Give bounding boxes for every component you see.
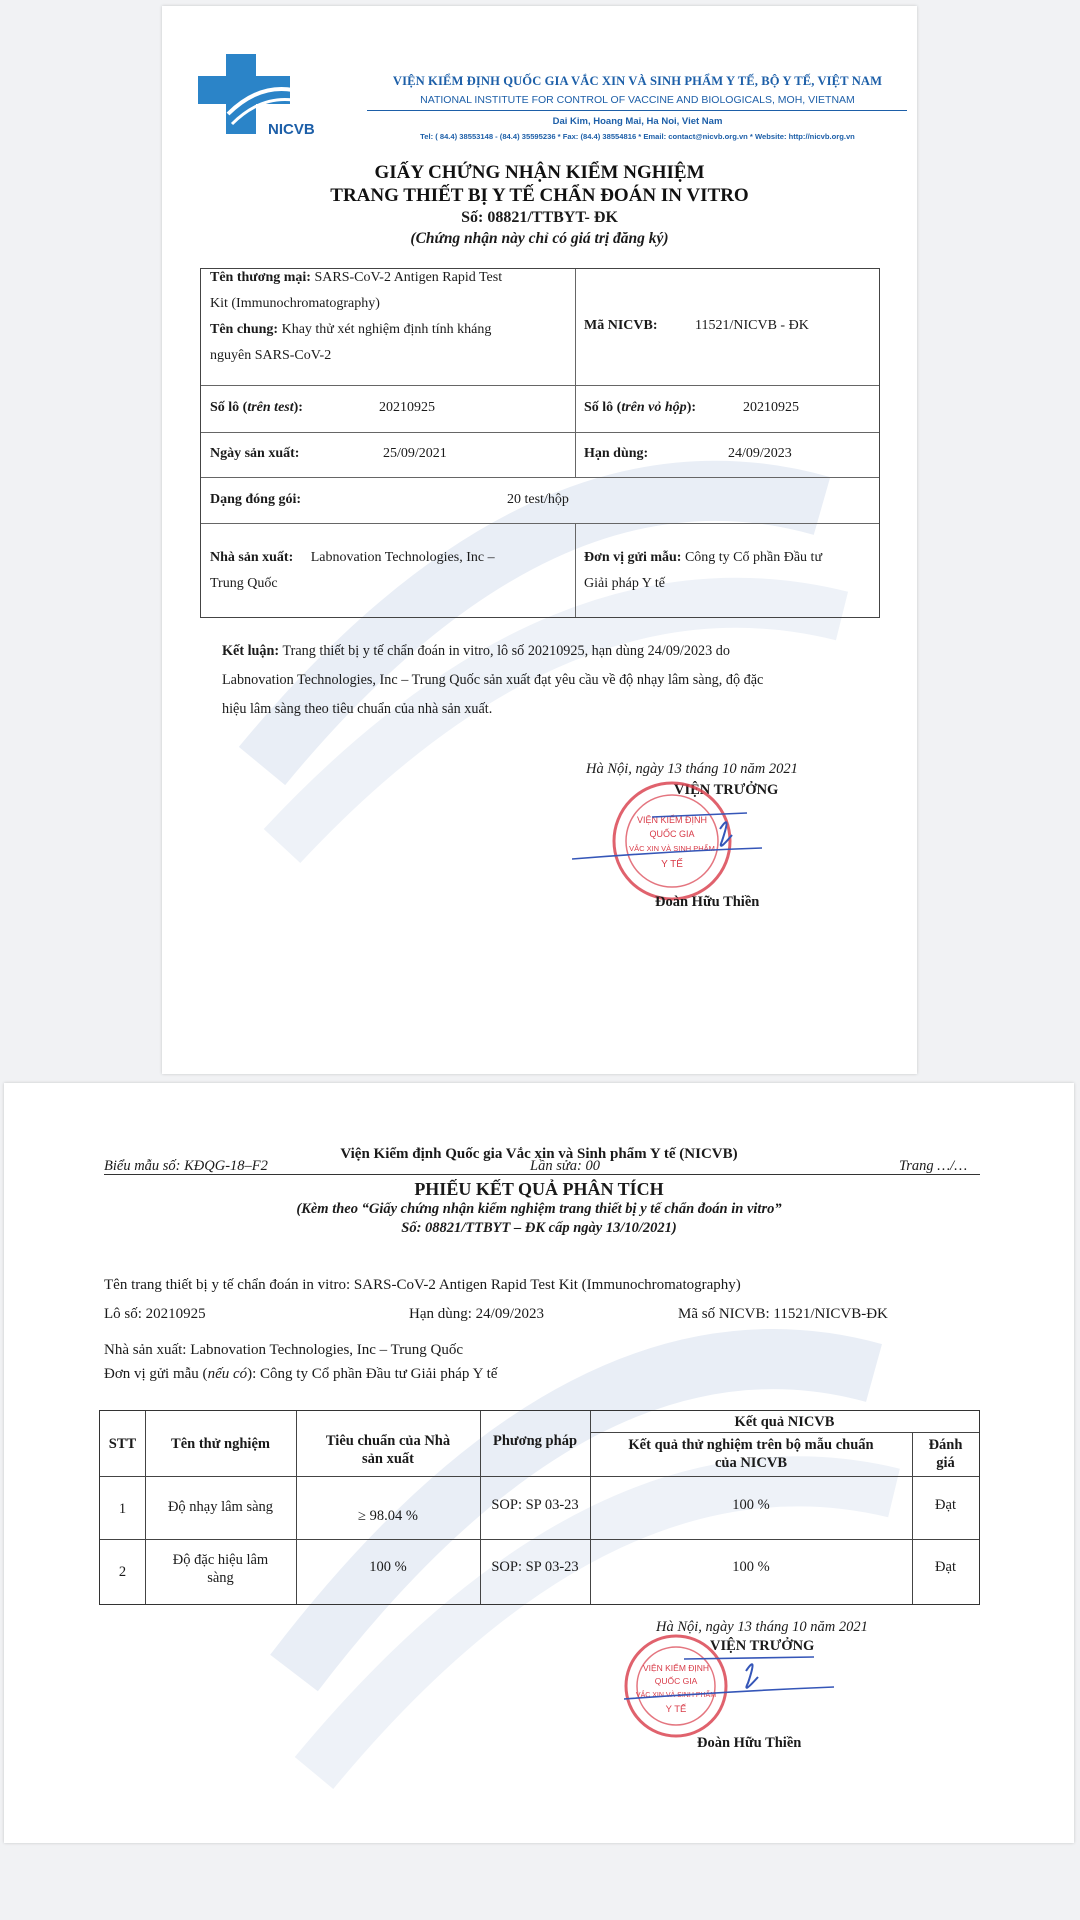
common-name-value-2: nguyên SARS-CoV-2 — [210, 348, 332, 363]
report-signature-icon — [624, 1651, 844, 1721]
trade-name-value-1: SARS-CoV-2 Antigen Rapid Test — [314, 270, 503, 285]
certificate-page — [162, 6, 917, 1074]
seal-text-4: Y TẾ — [661, 859, 683, 870]
institute-name-vn: VIỆN KIỂM ĐỊNH QUỐC GIA VẮC XIN VÀ SINH PHẨM Y TẾ, BỘ Y TẾ, VIỆT NAM — [392, 74, 883, 88]
row2-test-name: Độ đặc hiệu lâm sàng — [172, 1552, 269, 1586]
certificate-title-2: TRANG THIẾT BỊ Y TẾ CHẨN ĐOÁN IN VITRO — [330, 185, 749, 206]
nicvb-code: Mã số NICVB: 11521/NICVB-ĐK — [678, 1306, 888, 1322]
institute-name-en: NATIONAL INSTITUTE FOR CONTROL OF VACCINE AND BIOLOGICALS, MOH, VIETNAM — [420, 94, 855, 106]
lot-number: Lô số: 20210925 — [104, 1306, 206, 1322]
results-table — [99, 1410, 980, 1605]
signature-icon — [572, 801, 782, 881]
sender-label: Đơn vị gửi mẫu: — [584, 550, 682, 565]
header-divider — [367, 110, 907, 111]
manufacturer-value-1: Labnovation Technologies, Inc – — [310, 550, 495, 565]
report-seal-text-4: Y TẾ — [665, 1704, 687, 1715]
analysis-report-page — [4, 1083, 1074, 1843]
report-signer-title: VIỆN TRƯỞNG — [710, 1638, 815, 1654]
conclusion-paragraph: Kết luận: Trang thiết bị y tế chẩn đoán in vitro, lô số 20210925, hạn dùng 24/09/2023 do Labnovation Technologies, Inc – Trung Quốc sản xuất đạt yêu cầu về độ nhạy lâm sàng, độ đặc hiệu lâm sàng theo tiêu chuẩn của nhà sản xuất. — [222, 643, 764, 717]
report-seal-text-3: VẮC XIN VÀ SINH PHẨM — [635, 1692, 717, 1699]
row2-stt: 2 — [118, 1564, 127, 1580]
trade-name-cell — [210, 265, 570, 369]
header-method: Phương pháp — [492, 1433, 578, 1449]
trade-name-value-2: Kit (Immunochromatography) — [210, 296, 380, 311]
manufacturer-cell — [210, 545, 570, 597]
nicvb-code-value: 11521/NICVB - ĐK — [695, 318, 809, 333]
seal-text-2: QUỐC GIA — [649, 829, 695, 839]
logo-text: NICVB — [268, 121, 315, 138]
seal-text-3: VẮC XIN VÀ SINH PHẨM — [629, 844, 715, 853]
expiry-value: 24/09/2023 — [728, 446, 792, 461]
lot-test-label: Số lô (trên test): — [210, 400, 303, 415]
revision-number: Lần sửa: 00 — [530, 1158, 600, 1174]
row1-stt: 1 — [118, 1501, 127, 1517]
header-result-group: Kết quả NICVB — [734, 1414, 835, 1430]
report-title: PHIẾU KẾT QUẢ PHÂN TÍCH — [414, 1179, 664, 1199]
report-seal-text-2: QUỐC GIA — [654, 1676, 698, 1686]
report-place-date: Hà Nội, ngày 13 tháng 10 năm 2021 — [656, 1619, 868, 1635]
manufacturer-value-2: Trung Quốc — [210, 576, 278, 591]
row1-standard: ≥ 98.04 % — [358, 1508, 418, 1524]
sender-value-2: Giải pháp Y tế — [584, 576, 665, 591]
signer-name: Đoàn Hữu Thiền — [655, 894, 760, 910]
certificate-table — [200, 268, 880, 618]
manufacturer-label: Nhà sản xuất: — [210, 550, 294, 565]
mfg-date-value: 25/09/2021 — [383, 446, 447, 461]
nicvb-code-cell — [584, 313, 809, 339]
sender-cell — [584, 545, 874, 597]
report-sender: Đơn vị gửi mẫu (nếu có): Công ty Cổ phần Đầu tư Giải pháp Y tế — [104, 1366, 498, 1382]
expiry-label: Hạn dùng: — [584, 446, 649, 461]
row1-evaluation: Đạt — [935, 1497, 956, 1513]
common-name-value-1: Khay thử xét nghiệm định tính kháng — [281, 322, 492, 337]
report-signer-name: Đoàn Hữu Thiền — [697, 1735, 802, 1751]
header-stt: STT — [108, 1436, 137, 1452]
report-seal-text-1: VIỆN KIỂM ĐỊNH — [642, 1663, 710, 1673]
row2-evaluation: Đạt — [935, 1559, 956, 1575]
common-name-label: Tên chung: — [210, 322, 279, 337]
device-name: Tên trang thiết bị y tế chẩn đoán in vitro: SARS-CoV-2 Antigen Rapid Test Kit (Immunochromatography) — [104, 1277, 741, 1293]
signer-title: VIỆN TRƯỞNG — [674, 782, 779, 798]
seal-text-1: VIỆN KIỂM ĐỊNH — [636, 815, 708, 825]
lot-test-value: 20210925 — [379, 400, 435, 415]
report-institute: Viện Kiểm định Quốc gia Vắc xin và Sinh phẩm Y tế (NICVB) — [340, 1146, 738, 1162]
institute-contact: Tel: ( 84.4) 38553148 - (84.4) 35595236 * Fax: (84.4) 38554816 * Email: contact@nicvb.org.vn * Website: http://nicvb.org.vn — [420, 132, 855, 141]
lot-box-value: 20210925 — [743, 400, 799, 415]
header-evaluation: Đánh giá — [928, 1437, 963, 1471]
nicvb-code-label: Mã NICVB: — [584, 318, 658, 333]
sender-value-1: Công ty Cổ phần Đầu tư — [684, 550, 823, 565]
report-manufacturer: Nhà sản xuất: Labnovation Technologies, Inc – Trung Quốc — [104, 1342, 464, 1358]
packaging-value: 20 test/hộp — [507, 492, 569, 507]
row1-result: 100 % — [732, 1497, 770, 1513]
row1-test-name: Độ nhạy lâm sàng — [167, 1499, 274, 1515]
expiry-date: Hạn dùng: 24/09/2023 — [409, 1306, 544, 1322]
conclusion-label: Kết luận: — [222, 643, 280, 659]
packaging-label: Dạng đóng gói: — [210, 492, 302, 507]
row2-method: SOP: SP 03-23 — [491, 1559, 579, 1575]
report-subtitle-1: (Kèm theo “Giấy chứng nhận kiểm nghiệm trang thiết bị y tế chẩn đoán in vitro” — [296, 1201, 782, 1217]
lot-box-label: Số lô (trên vỏ hộp): — [584, 400, 697, 415]
place-date: Hà Nội, ngày 13 tháng 10 năm 2021 — [586, 761, 798, 777]
row2-standard: 100 % — [369, 1559, 407, 1575]
header-result: Kết quả thử nghiệm trên bộ mẫu chuẩn của NICVB — [628, 1437, 874, 1471]
trade-name-label: Tên thương mại: — [210, 270, 311, 285]
header-test-name: Tên thử nghiệm — [171, 1436, 270, 1452]
row1-method: SOP: SP 03-23 — [491, 1497, 579, 1513]
certificate-note: (Chứng nhận này chỉ có giá trị đăng ký) — [410, 230, 669, 247]
form-number: Biểu mẫu số: KĐQG-18–F2 — [104, 1158, 268, 1174]
row2-result: 100 % — [732, 1559, 770, 1575]
report-subtitle-2: Số: 08821/TTBYT – ĐK cấp ngày 13/10/2021) — [401, 1220, 677, 1236]
mfg-date-label: Ngày sản xuất: — [210, 446, 300, 461]
certificate-title-1: GIẤY CHỨNG NHẬN KIỂM NGHIỆM — [374, 162, 705, 183]
page-number: Trang …/… — [899, 1158, 968, 1174]
header-standard: Tiêu chuẩn của Nhà sản xuất — [325, 1433, 451, 1467]
institute-address: Dai Kim, Hoang Mai, Ha Noi, Viet Nam — [552, 116, 723, 127]
certificate-number: Số: 08821/TTBYT- ĐK — [461, 209, 618, 226]
